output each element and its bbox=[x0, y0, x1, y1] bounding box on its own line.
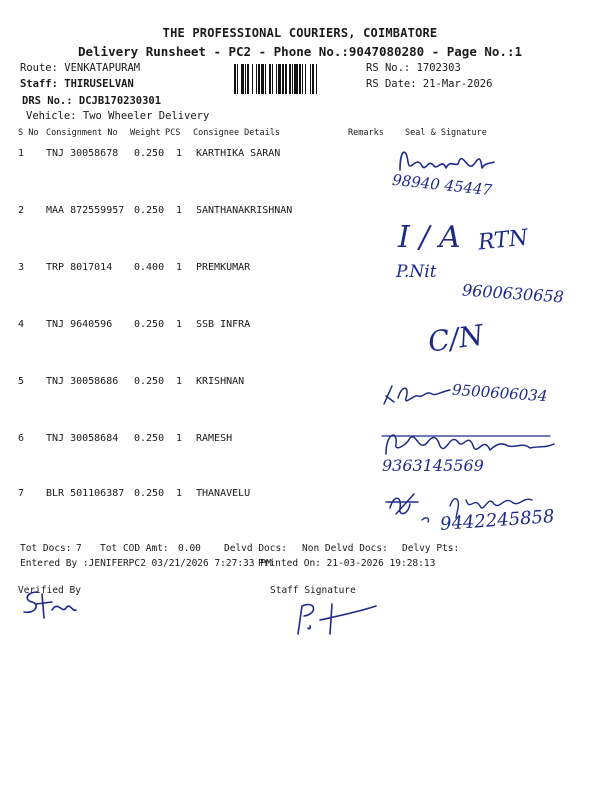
row-pcs: 1 bbox=[176, 376, 183, 387]
row-pcs: 1 bbox=[176, 488, 183, 499]
row-consignee: SANTHANAKRISHNAN bbox=[196, 205, 293, 216]
row-consignment: TRP 8017014 bbox=[46, 262, 113, 273]
company-title: THE PROFESSIONAL COURIERS, COIMBATORE bbox=[162, 26, 438, 40]
delvd-docs-label: Delvd Docs: bbox=[224, 543, 287, 554]
row-consignee: KARTHIKA SARAN bbox=[196, 148, 281, 159]
entered-by-text: Entered By :JENIFERPC2 03/21/2026 7:27:33 PM bbox=[20, 558, 272, 569]
row-consignee: RAMESH bbox=[196, 433, 233, 444]
col-seal-header: Seal & Signature bbox=[405, 128, 487, 138]
printed-on-text: Printed On: 21-03-2026 19:28:13 bbox=[258, 558, 436, 569]
route-text: Route: VENKATAPURAM bbox=[20, 62, 141, 74]
row-consignment: TNJ 9640596 bbox=[46, 319, 113, 330]
row1-handwritten-phone: 98940 45447 bbox=[391, 170, 493, 200]
row-pcs: 1 bbox=[176, 319, 183, 330]
row3-handwritten-name: P.Nit bbox=[396, 262, 437, 282]
row-consignment: BLR 501106387 bbox=[46, 488, 125, 499]
drs-number: DRS No.: DCJB170230301 bbox=[22, 95, 162, 107]
col-remarks-header: Remarks bbox=[348, 128, 384, 138]
row-sno: 5 bbox=[18, 376, 25, 387]
row-weight: 0.250 bbox=[134, 205, 165, 216]
row5-handwritten-phone: 9500606034 bbox=[451, 380, 548, 406]
row-consignee: SSB INFRA bbox=[196, 319, 251, 330]
col-pcs-header: PCS bbox=[165, 128, 181, 138]
tot-cod-value: 0.00 bbox=[178, 543, 201, 554]
row-weight: 0.400 bbox=[134, 262, 165, 273]
row-sno: 7 bbox=[18, 488, 25, 499]
row3-handwritten-phone: 9600630658 bbox=[461, 280, 565, 307]
row5-signature-scribble bbox=[380, 378, 456, 410]
row-pcs: 1 bbox=[176, 433, 183, 444]
row-weight: 0.250 bbox=[134, 433, 165, 444]
row-pcs: 1 bbox=[176, 148, 183, 159]
verified-by-label: Verified By bbox=[18, 585, 81, 596]
row2-handwritten-note: I / A bbox=[398, 220, 461, 255]
row7-handwritten-phone: 9442245858 bbox=[439, 506, 556, 535]
row-consignee: PREMKUMAR bbox=[196, 262, 251, 273]
col-consignee-header: Consignee Details bbox=[193, 128, 280, 138]
row-consignment: TNJ 30058686 bbox=[46, 376, 119, 387]
row6-handwritten-phone: 9363145569 bbox=[382, 456, 484, 475]
tot-docs-value: 7 bbox=[76, 543, 82, 554]
row-consignment: MAA 872559957 bbox=[46, 205, 125, 216]
runsheet-subtitle: Delivery Runsheet - PC2 - Phone No.:9047080280 - Page No.:1 bbox=[77, 44, 522, 59]
staff-text: Staff: THIRUSELVAN bbox=[20, 78, 134, 90]
row-weight: 0.250 bbox=[134, 376, 165, 387]
row-sno: 6 bbox=[18, 433, 25, 444]
verified-by-signature bbox=[18, 588, 78, 622]
row-sno: 4 bbox=[18, 319, 25, 330]
col-sno-header: S No bbox=[18, 128, 39, 138]
col-consignment-header: Consignment No bbox=[46, 128, 118, 138]
barcode-bar bbox=[317, 64, 318, 94]
row-weight: 0.250 bbox=[134, 319, 165, 330]
row-sno: 1 bbox=[18, 148, 25, 159]
tot-cod-label: Tot COD Amt: bbox=[100, 543, 169, 554]
vehicle-text: Vehicle: Two Wheeler Delivery bbox=[26, 110, 210, 122]
row-pcs: 1 bbox=[176, 205, 183, 216]
row2-handwritten-rtn: RTN bbox=[476, 225, 530, 256]
row-consignment: TNJ 30058684 bbox=[46, 433, 119, 444]
non-delvd-docs-label: Non Delvd Docs: bbox=[302, 543, 388, 554]
tot-docs-label: Tot Docs: bbox=[20, 543, 72, 554]
row-consignee: KRISHNAN bbox=[196, 376, 245, 387]
delvy-pts-label: Delvy Pts: bbox=[402, 543, 460, 554]
row4-handwritten-note: C/N bbox=[425, 318, 486, 359]
row-weight: 0.250 bbox=[134, 148, 165, 159]
row-consignee: THANAVELU bbox=[196, 488, 251, 499]
rs-number: RS No.: 1702303 bbox=[366, 62, 461, 74]
barcode-image bbox=[234, 64, 362, 94]
row-weight: 0.250 bbox=[134, 488, 165, 499]
col-weight-header: Weight bbox=[130, 128, 161, 138]
row-sno: 3 bbox=[18, 262, 25, 273]
staff-signature-label: Staff Signature bbox=[270, 585, 356, 596]
row-sno: 2 bbox=[18, 205, 25, 216]
row-consignment: TNJ 30058678 bbox=[46, 148, 119, 159]
row-pcs: 1 bbox=[176, 262, 183, 273]
staff-signature-scribble bbox=[292, 598, 382, 638]
rs-date: RS Date: 21-Mar-2026 bbox=[366, 78, 493, 90]
